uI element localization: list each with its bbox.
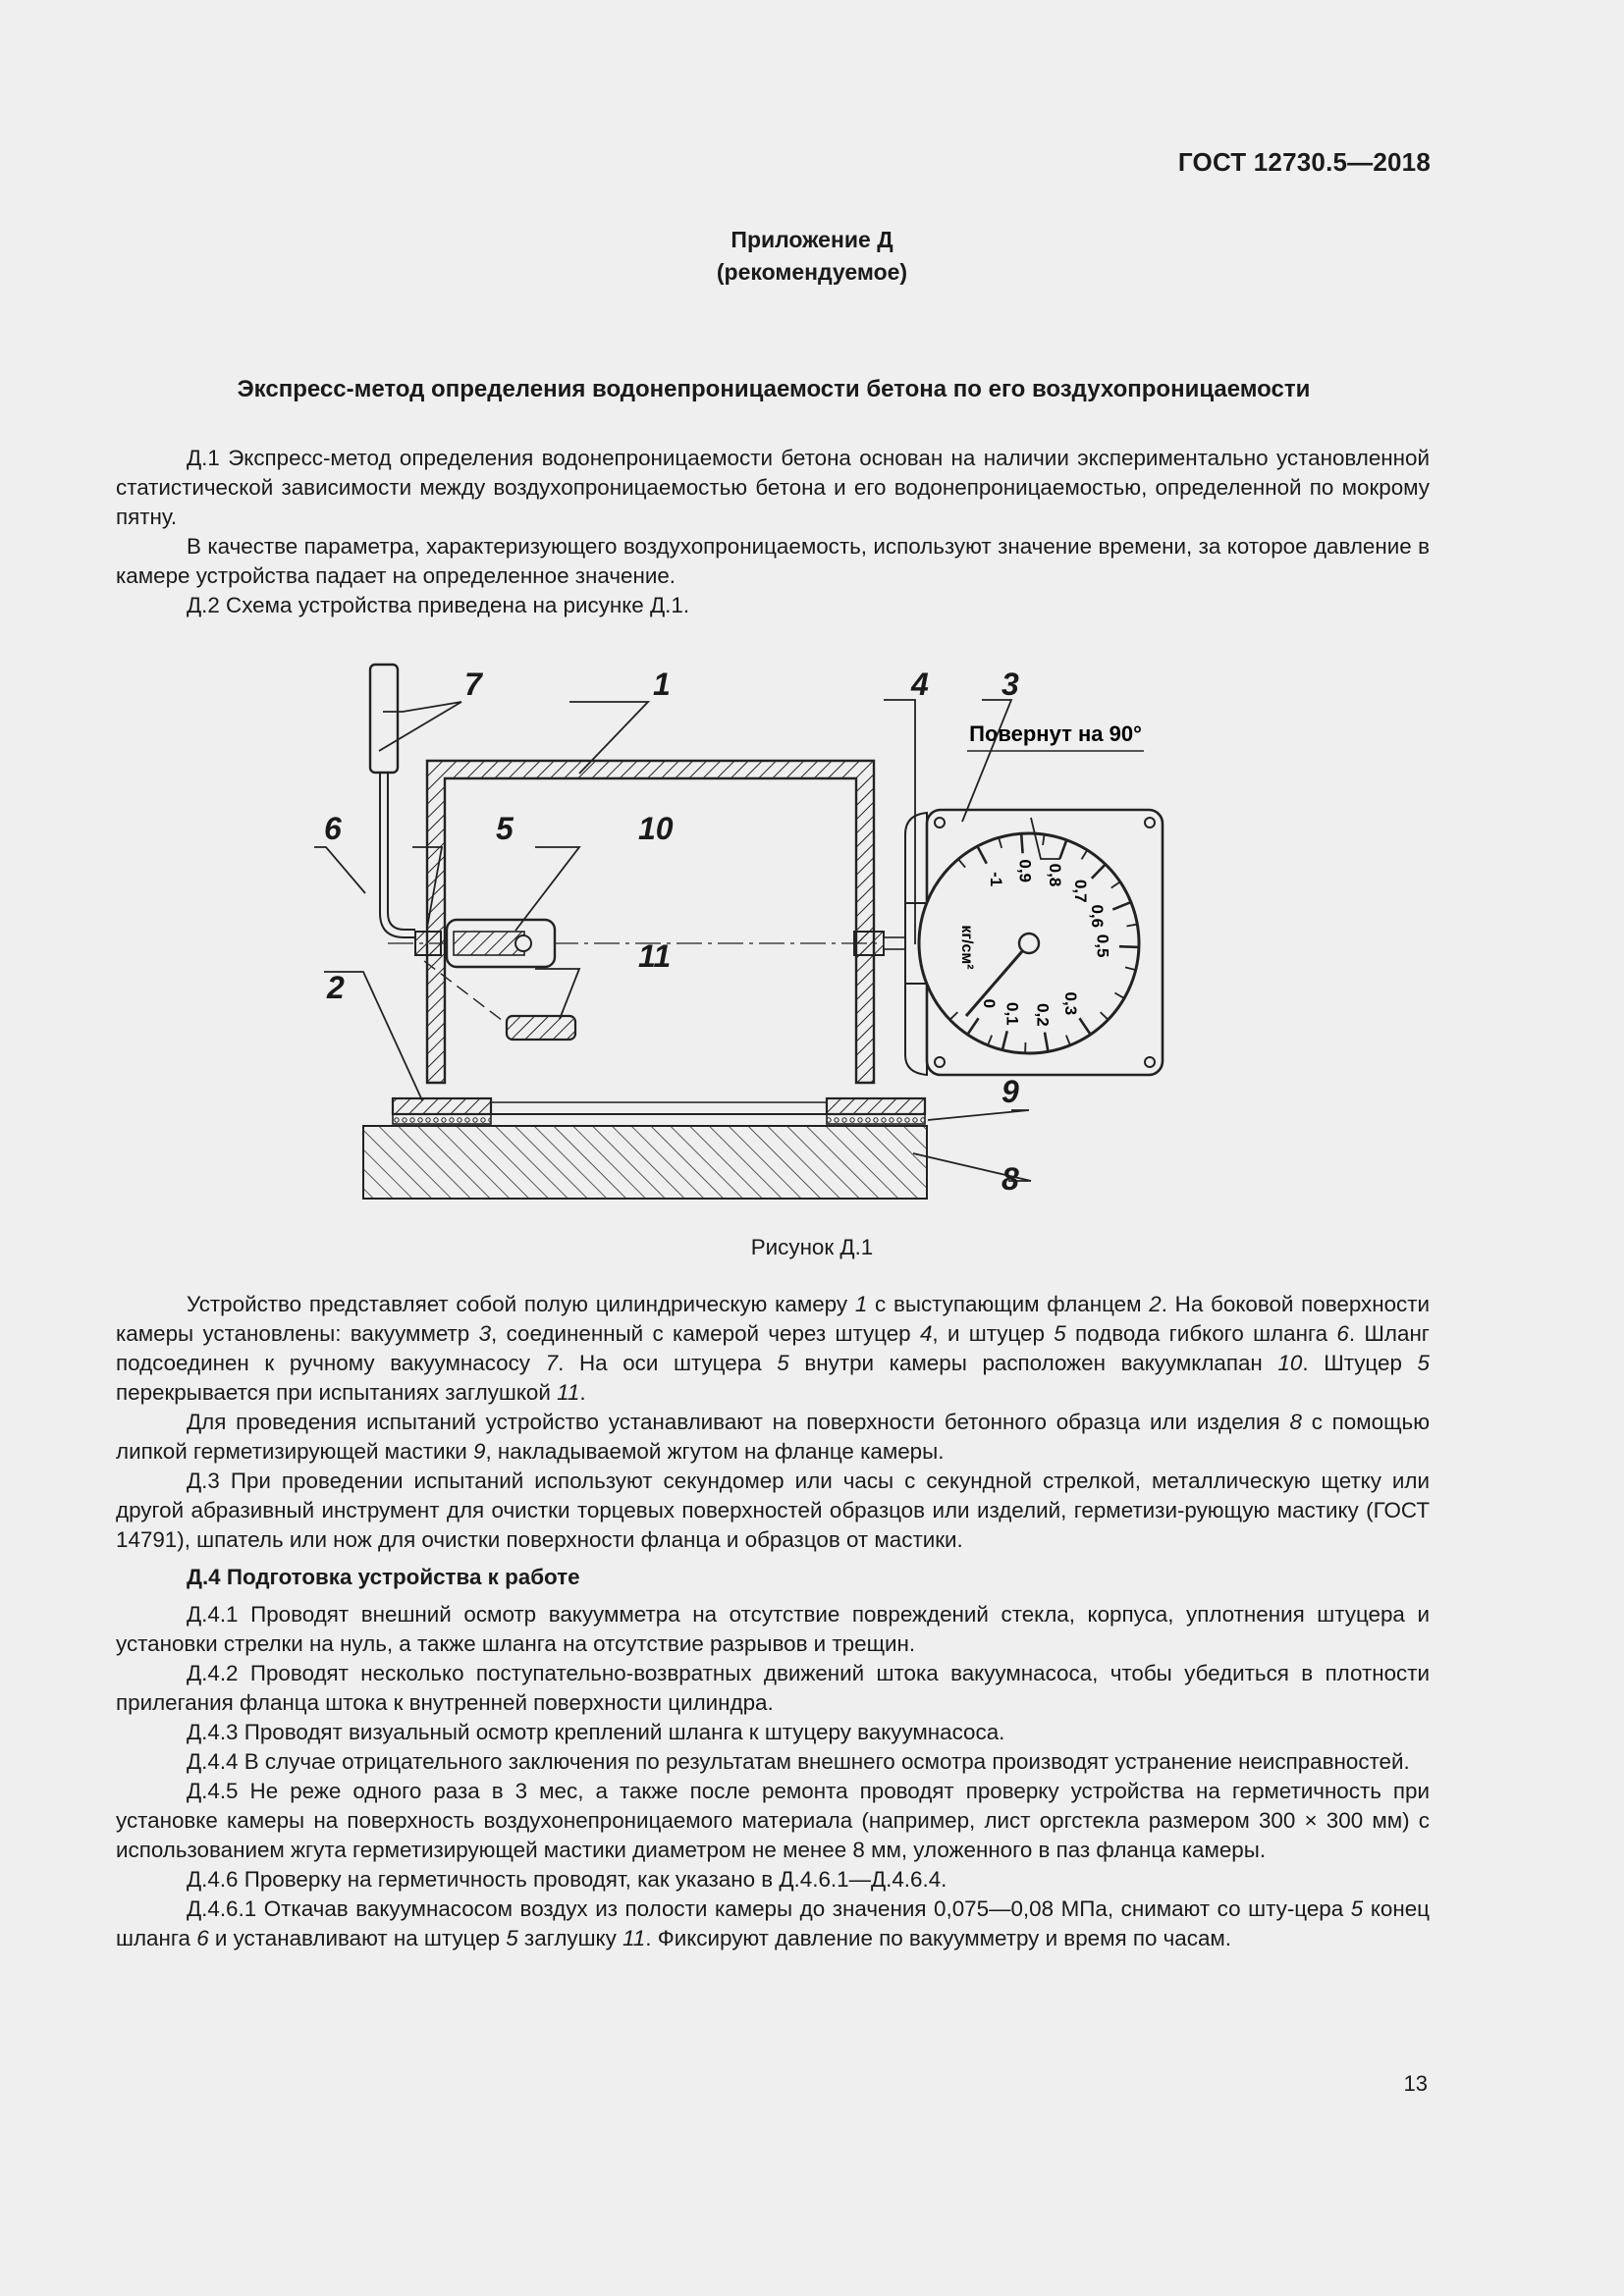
text-run: . На оси штуцера (558, 1351, 778, 1375)
text-run: , соединенный с камерой через штуцер (491, 1321, 920, 1346)
label-8: 8 (1001, 1161, 1019, 1197)
ref-4: 4 (919, 1321, 933, 1346)
text-run: и устанавливают на штуцер (208, 1926, 507, 1950)
label-10: 10 (638, 811, 674, 846)
paragraph-d1-param: В качестве параметра, характеризующего воздухопроницаемость, используют значение времени, за которое давление в камере устройства падает на определенное значение. (116, 534, 1430, 588)
ref-7: 7 (545, 1351, 559, 1375)
ref-5: 5 (1350, 1896, 1364, 1921)
text-run: . Штуцер (1302, 1351, 1418, 1375)
text-run: Устройство представляет собой полую цилиндрическую камеру (187, 1292, 855, 1316)
device-diagram (314, 653, 1296, 1222)
paragraph-d4-1: Д.4.1 Проводят внешний осмотр вакуумметра на отсутствие повреждений стекла, корпуса, уплотнения штуцера и установки стрелки на нуль, а также шланга на отсутствие разрывов и трещин. (116, 1602, 1430, 1656)
plug (507, 1016, 575, 1040)
paragraph-d2: Д.2 Схема устройства приведена на рисунке Д.1. (187, 593, 690, 617)
rotated-note: Повернут на 90° (969, 721, 1142, 746)
label-5: 5 (496, 811, 514, 846)
ref-11: 11 (557, 1380, 580, 1405)
flange (393, 1098, 925, 1114)
text-run: с выступающим фланцем (867, 1292, 1150, 1316)
ref-10: 10 (1277, 1351, 1303, 1375)
intro-text (116, 444, 1430, 620)
vacuum-gauge (905, 810, 1163, 1075)
gauge-unit: кг/см² (958, 925, 975, 970)
concrete-specimen (363, 1126, 927, 1199)
paragraph-d4-4: Д.4.4 В случае отрицательного заключения по результатам внешнего осмотра производят устранение неисправностей. (187, 1749, 1410, 1774)
text-run: , накладываемой жгутом на фланце камеры. (485, 1439, 945, 1464)
ref-8: 8 (1289, 1410, 1302, 1434)
ref-6: 6 (1336, 1321, 1349, 1346)
sealing-mastic (393, 1114, 925, 1124)
text-run: подвода гибкого шланга (1065, 1321, 1337, 1346)
annex-title: Приложение Д (731, 227, 893, 252)
text-run: конец шланга (116, 1896, 1430, 1950)
gauge-scale-label: 0,7 (1070, 879, 1090, 903)
text-run: внутри камеры расположен вакуумклапан (788, 1351, 1278, 1375)
ref-2: 2 (1149, 1292, 1162, 1316)
text-run: . Фиксируют давление по вакуумметру и время по часам. (645, 1926, 1232, 1950)
label-1: 1 (653, 667, 671, 702)
paragraph-d4-5: Д.4.5 Не реже одного раза в 3 мес, а также после ремонта проводят проверку устройства на герметичность при установке камеры на поверхность воздухонепроницаемого материала (например, лист оргстекла размером 300 × 300 мм) с использованием жгута герметизирующей мастики диаметром не менее 8 мм, уложенного в паз фланца камеры. (116, 1779, 1430, 1862)
body-text (116, 1290, 1430, 1953)
gauge-scale-label: 0,5 (1093, 934, 1112, 958)
text-run: Для проведения испытаний устройство устанавливают на поверхности бетонного образца или изделия (187, 1410, 1290, 1434)
label-7: 7 (464, 667, 482, 702)
paragraph-d4-6-1 (116, 1895, 1430, 1953)
ref-9: 9 (473, 1439, 486, 1464)
paragraph-device-description (116, 1290, 1430, 1408)
standard-number: ГОСТ 12730.5—2018 (1177, 147, 1431, 177)
label-2: 2 (327, 970, 345, 1005)
gauge-scale-label: 0,6 (1088, 904, 1108, 929)
ref-5: 5 (506, 1926, 518, 1950)
text-run: . (579, 1380, 586, 1405)
gauge-scale-label: 0,3 (1060, 991, 1080, 1016)
gauge-scale-label: 0,1 (1002, 1001, 1022, 1026)
ref-3: 3 (478, 1321, 492, 1346)
paragraph-d4-3: Д.4.3 Проводят визуальный осмотр креплений шланга к штуцеру вакуумнасоса. (187, 1720, 1005, 1744)
vacuum-pump (370, 665, 398, 773)
gauge-scale-label: 0,8 (1045, 863, 1064, 887)
label-4: 4 (911, 667, 929, 702)
vacuum-valve (447, 920, 555, 967)
paragraph-installation (116, 1408, 1430, 1467)
figure-caption: Рисунок Д.1 (750, 1235, 874, 1259)
ref-5: 5 (777, 1351, 789, 1375)
label-6: 6 (324, 811, 342, 846)
gauge-tick (1119, 946, 1139, 947)
text-run: , и штуцер (932, 1321, 1055, 1346)
paragraph-d3: Д.3 При проведении испытаний используют секундомер или часы с секундной стрелкой, металлическую щетку или другой абразивный инструмент для очистки торцевых поверхностей образцов или изделий, герметизи-рующую мастику (ГОСТ 14791), шпатель или нож для очистки поверхности фланца и образцов от мастики. (116, 1468, 1430, 1552)
ref-5: 5 (1054, 1321, 1066, 1346)
text-run: с помощью липкой герметизирующей мастики (116, 1410, 1430, 1464)
text-run: . На боковой поверхности камеры установлены: вакуумметр (116, 1292, 1431, 1346)
fitting-4 (854, 932, 905, 955)
text-run: перекрывается при испытаниях заглушкой (116, 1380, 558, 1405)
label-3: 3 (1001, 667, 1019, 702)
gauge-scale-label: 0,9 (1015, 859, 1035, 883)
gauge-scale-label: 0 (980, 998, 1000, 1009)
ref-6: 6 (196, 1926, 209, 1950)
section-title: Экспресс-метод определения водонепроницаемости бетона по его воздухопроницаемости (237, 376, 1311, 402)
paragraph-d1: Д.1 Экспресс-метод определения водонепроницаемости бетона основан на наличии экспериментально установленной статистической зависимости между воздухопроницаемостью бетона и его водонепроницаемостью, определенной по мокрому пятну. (116, 446, 1430, 529)
fitting-5 (415, 932, 441, 955)
label-11: 11 (638, 938, 672, 974)
ref-11: 11 (623, 1926, 646, 1950)
text-run: заглушку (517, 1926, 623, 1950)
gauge-tick (1021, 833, 1022, 853)
heading-d4: Д.4 Подготовка устройства к работе (187, 1565, 580, 1589)
ref-1: 1 (854, 1292, 868, 1316)
gauge-scale-label: 0,2 (1033, 1003, 1053, 1027)
annex-heading (0, 224, 1624, 289)
text-run: . Шланг подсоединен к ручному вакуумнасосу (116, 1321, 1430, 1375)
paragraph-d4-2: Д.4.2 Проводят несколько поступательно-возвратных движений штока вакуумнасоса, чтобы убедиться в плотности прилегания фланца штока к внутренней поверхности цилиндра. (116, 1661, 1430, 1715)
annex-status: (рекомендуемое) (716, 259, 908, 285)
gauge-scale-label: -1 (986, 872, 1005, 887)
ref-5: 5 (1417, 1351, 1430, 1375)
label-9: 9 (1001, 1074, 1019, 1109)
text-run: Д.4.6.1 Откачав вакуумнасосом воздух из полости камеры до значения 0,075—0,08 МПа, снимают со шту-цера (187, 1896, 1351, 1921)
hose (380, 771, 415, 937)
page-number: 13 (1403, 2071, 1428, 2096)
paragraph-d4-6: Д.4.6 Проверку на герметичность проводят, как указано в Д.4.6.1—Д.4.6.4. (187, 1867, 947, 1892)
